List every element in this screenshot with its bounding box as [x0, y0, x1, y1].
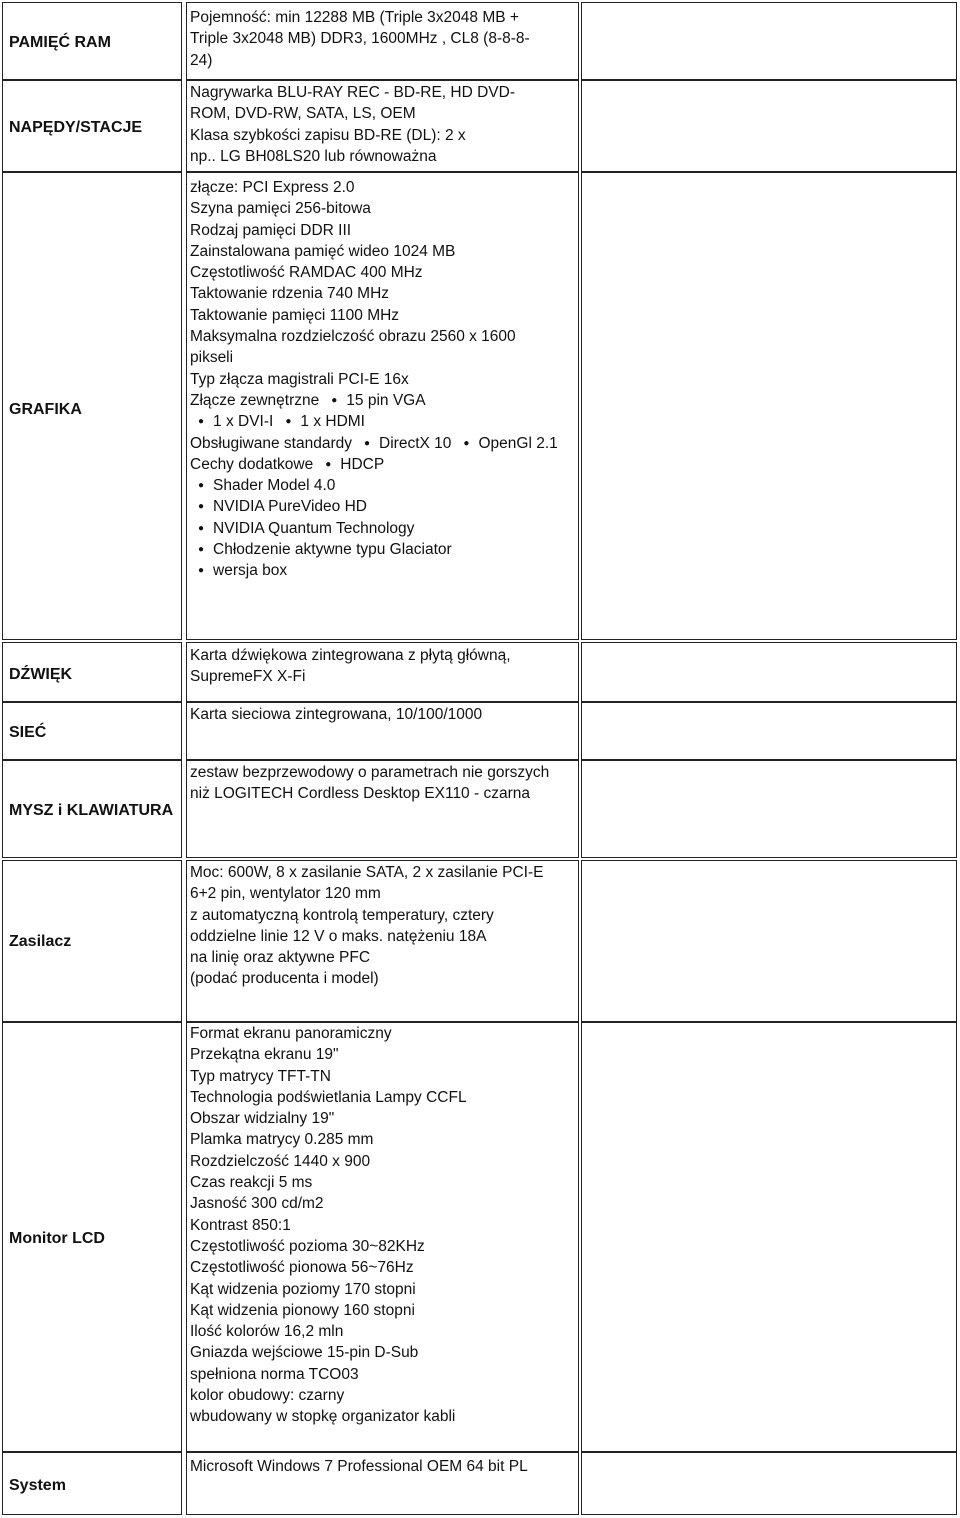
content-cell	[186, 80, 579, 172]
spec-line: Pojemność: min 12288 MB (Triple 3x2048 MB +	[190, 9, 519, 26]
spec-line: Triple 3x2048 MB) DDR3, 1600MHz , CL8 (8-8-8-	[190, 30, 530, 48]
spec-line: Taktowanie rdzenia 740 MHz	[190, 285, 390, 303]
spec-line: 24)	[190, 51, 213, 69]
spec-line: Przekątna ekranu 19"	[190, 1046, 339, 1064]
bullet-icon: ●	[198, 544, 205, 556]
spec-text: NVIDIA PureVideo HD	[213, 498, 367, 516]
content-cell	[186, 1022, 579, 1452]
spec-line: (podać producenta i model)	[190, 970, 379, 988]
spec-text: Obsługiwane standardy	[190, 434, 352, 452]
bullet-icon: ●	[198, 565, 205, 577]
spec-line: niż LOGITECH Cordless Desktop EX110 - czarna	[190, 785, 530, 803]
spec-line: Nagrywarka BLU-RAY REC - BD-RE, HD DVD-	[190, 84, 515, 101]
content-cell	[186, 760, 579, 858]
spec-text: 15 pin VGA	[346, 391, 426, 409]
spec-line: spełniona norma TCO03	[190, 1365, 359, 1383]
spec-line: Microsoft Windows 7 Professional OEM 64 bit PL	[190, 1458, 528, 1475]
spec-line: Gniazda wejściowe 15-pin D-Sub	[190, 1344, 419, 1362]
spec-line-bulleted	[190, 411, 576, 432]
spec-line: Kąt widzenia poziomy 170 stopni	[190, 1280, 416, 1298]
spec-line: Zainstalowana pamięć wideo 1024 MB	[190, 242, 456, 260]
spec-row-monitor	[0, 1022, 960, 1452]
spec-line: Kontrast 850:1	[190, 1216, 291, 1234]
spec-line: Ilość kolorów 16,2 mln	[190, 1323, 344, 1341]
bullet-icon: ●	[325, 458, 332, 470]
bullet-icon: ●	[285, 416, 292, 428]
empty-cell	[581, 80, 957, 172]
spec-text: Chłodzenie aktywne typu Glaciator	[213, 541, 452, 559]
spec-line: Karta dźwiękowa zintegrowana z płytą główną,	[190, 647, 511, 664]
spec-line-bulleted	[190, 433, 576, 454]
spec-line-bulleted	[190, 560, 576, 581]
content-cell	[186, 642, 579, 702]
row-label: DŹWIĘK	[9, 666, 73, 683]
label-cell	[2, 702, 182, 760]
empty-cell	[581, 642, 957, 702]
label-cell	[2, 1022, 182, 1452]
spec-line: wbudowany w stopkę organizator kabli	[190, 1408, 456, 1426]
spec-line-bulleted	[190, 496, 576, 517]
spec-line: Klasa szybkości zapisu BD-RE (DL): 2 x	[190, 126, 466, 144]
spec-line: Technologia podświetlania Lampy CCFL	[190, 1088, 467, 1106]
spec-row-graphics	[0, 172, 960, 640]
content-cell	[186, 172, 579, 640]
label-cell	[2, 860, 182, 1022]
empty-cell	[581, 702, 957, 760]
bullet-icon: ●	[198, 501, 205, 513]
bullet-icon: ●	[198, 522, 205, 534]
spec-line: Kąt widzenia pionowy 160 stopni	[190, 1301, 415, 1319]
bullet-icon: ●	[364, 437, 371, 449]
label-cell	[2, 760, 182, 858]
row-label: NAPĘDY/STACJE	[9, 119, 143, 136]
spec-text: 1 x HDMI	[300, 413, 365, 431]
spec-line: Plamka matrycy 0.285 mm	[190, 1131, 374, 1149]
spec-line: kolor obudowy: czarny	[190, 1387, 345, 1405]
row-label: SIEĆ	[9, 724, 47, 741]
spec-line: Czas reakcji 5 ms	[190, 1174, 313, 1192]
spec-line: Typ matrycy TFT-TN	[190, 1067, 331, 1085]
spec-line-bulleted	[190, 539, 576, 560]
spec-line: Rodzaj pamięci DDR III	[190, 221, 352, 239]
spec-text: HDCP	[340, 455, 385, 473]
bullet-icon: ●	[463, 437, 470, 449]
spec-line: np.. LG BH08LS20 lub równoważna	[190, 147, 437, 165]
spec-line-bulleted	[190, 390, 576, 411]
spec-line: Typ złącza magistrali PCI-E 16x	[190, 370, 409, 388]
spec-line: z automatyczną kontrolą temperatury, cztery	[190, 906, 494, 924]
spec-row-os	[0, 1452, 960, 1515]
spec-line: Rozdzielczość 1440 x 900	[190, 1152, 371, 1170]
spec-row-drives	[0, 80, 960, 172]
spec-line: ROM, DVD-RW, SATA, LS, OEM	[190, 105, 416, 123]
spec-line: Szyna pamięci 256-bitowa	[190, 200, 371, 218]
row-label: MYSZ i KLAWIATURA	[9, 802, 174, 819]
label-cell	[2, 172, 182, 640]
row-label: PAMIĘĆ RAM	[9, 34, 111, 51]
empty-cell	[581, 2, 957, 80]
spec-line: Jasność 300 cd/m2	[190, 1195, 324, 1213]
empty-cell	[581, 860, 957, 1022]
spec-line-bulleted	[190, 475, 576, 496]
spec-row-network	[0, 702, 960, 760]
spec-row-audio	[0, 642, 960, 702]
spec-line: Częstotliwość pozioma 30~82KHz	[190, 1237, 425, 1255]
row-label: GRAFIKA	[9, 401, 82, 418]
spec-line: Częstotliwość RAMDAC 400 MHz	[190, 264, 423, 282]
empty-cell	[581, 1022, 957, 1452]
spec-text: DirectX 10	[379, 434, 452, 452]
spec-line: Częstotliwość pionowa 56~76Hz	[190, 1259, 414, 1277]
label-cell	[2, 2, 182, 80]
spec-text: Shader Model 4.0	[213, 477, 336, 495]
row-label: Zasilacz	[9, 933, 72, 950]
label-cell	[2, 1452, 182, 1515]
label-cell	[2, 642, 182, 702]
bullet-icon: ●	[198, 416, 205, 428]
spec-line: Moc: 600W, 8 x zasilanie SATA, 2 x zasilanie PCI-E	[190, 864, 544, 881]
spec-text: 1 x DVI-I	[213, 413, 274, 431]
bullet-icon: ●	[198, 480, 205, 492]
spec-line: zestaw bezprzewodowy o parametrach nie gorszych	[190, 764, 550, 781]
spec-row-psu	[0, 860, 960, 1022]
spec-line: Format ekranu panoramiczny	[190, 1025, 392, 1042]
spec-text: NVIDIA Quantum Technology	[213, 519, 415, 537]
spec-text: OpenGl 2.1	[478, 434, 558, 452]
empty-cell	[581, 1452, 957, 1515]
content-cell	[186, 702, 579, 760]
content-cell	[186, 860, 579, 1022]
empty-cell	[581, 172, 957, 640]
empty-cell	[581, 760, 957, 858]
spec-line: pikseli	[190, 349, 234, 367]
spec-row-peripherals	[0, 760, 960, 858]
spec-text: wersja box	[213, 562, 288, 580]
spec-line: Maksymalna rozdzielczość obrazu 2560 x 1600	[190, 328, 516, 346]
label-cell	[2, 80, 182, 172]
spec-line: Obszar widzialny 19"	[190, 1110, 335, 1128]
content-cell	[186, 2, 579, 80]
row-label: System	[9, 1477, 66, 1494]
spec-line: SupremeFX X-Fi	[190, 668, 306, 686]
spec-line-bulleted	[190, 518, 576, 539]
spec-line: złącze: PCI Express 2.0	[190, 179, 355, 196]
row-label: Monitor LCD	[9, 1230, 105, 1247]
content-cell	[186, 1452, 579, 1515]
spec-line: na linię oraz aktywne PFC	[190, 949, 371, 967]
spec-text: Cechy dodatkowe	[190, 455, 314, 473]
spec-line: 6+2 pin, wentylator 120 mm	[190, 885, 381, 903]
spec-row-ram	[0, 2, 960, 80]
bullet-icon: ●	[331, 394, 338, 406]
spec-line: Taktowanie pamięci 1100 MHz	[190, 306, 400, 324]
spec-line: Karta sieciowa zintegrowana, 10/100/1000	[190, 706, 483, 723]
spec-line: oddzielne linie 12 V o maks. natężeniu 18A	[190, 927, 487, 945]
spec-text: Złącze zewnętrzne	[190, 391, 320, 409]
spec-line-bulleted	[190, 454, 576, 475]
